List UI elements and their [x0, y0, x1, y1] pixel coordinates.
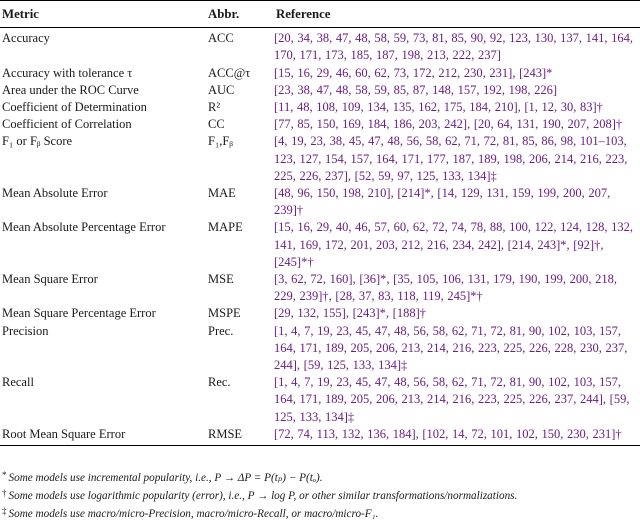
- metric-name: Mean Absolute Error: [2, 186, 108, 201]
- metric-name: Root Mean Square Error: [0, 426, 206, 446]
- reference-cell: [272, 305, 640, 322]
- metric-abbr: AUC: [208, 82, 235, 97]
- metric-abbr: MSPE: [208, 306, 241, 321]
- metric-abbr: Rec.: [208, 375, 231, 390]
- reference-cell: [272, 374, 640, 426]
- metric-abbr: Prec.: [208, 323, 234, 338]
- metric-abbr: MAPE: [208, 220, 243, 235]
- table-row: [0, 374, 640, 426]
- header-metric: Metric: [0, 1, 206, 28]
- citation-list[interactable]: [48, 96, 150, 198, 210], [214]*, [14, 129, 131, 159, 199, 200, 207, 239]†: [274, 186, 611, 218]
- reference-cell: [272, 219, 640, 271]
- reference-cell: [272, 323, 640, 375]
- metric-name: Mean Square Error: [2, 272, 98, 287]
- metric-name: Mean Square Percentage Error: [2, 306, 156, 321]
- metric-abbr: ACC: [208, 31, 234, 46]
- metric-name: Recall: [2, 375, 34, 390]
- citation-list[interactable]: [20, 34, 38, 47, 48, 58, 59, 73, 81, 85, 90, 92, 123, 130, 137, 141, 164, 170, 171, 173, 185, 187, 198, 213, 222, 237]: [274, 31, 634, 63]
- reference-cell: [272, 426, 640, 446]
- metric-abbr: MAE: [208, 186, 236, 201]
- table-row: [0, 219, 640, 271]
- metric-abbr: ACC@τ: [208, 65, 251, 80]
- table-row: [0, 82, 640, 99]
- footnote-text: Some models use logarithmic popularity (error), i.e., P → log P, or other similar transformations/normalizations.: [8, 490, 518, 502]
- metric-abbr: F₁,Fᵦ: [208, 134, 233, 149]
- table-row: [0, 28, 640, 65]
- metric-name: Accuracy with tolerance τ: [2, 65, 133, 80]
- reference-cell: [272, 271, 640, 305]
- citation-list[interactable]: [4, 19, 23, 38, 45, 47, 48, 56, 58, 62, 71, 72, 81, 85, 86, 98, 101–103, 123, 127, 154, 157, 164, 171, 177, 187, 189, 198, 206, 214, 216, 223, 225, 226, 237], [52, 59, 97, 125, 133, 134]‡: [274, 134, 628, 183]
- reference-cell: [272, 133, 640, 185]
- table-row: [0, 133, 640, 185]
- footnote-symbol: *: [2, 470, 7, 480]
- metric-name: Coefficient of Determination: [2, 100, 147, 115]
- metric-abbr: MSE: [208, 272, 234, 287]
- metric-abbr: RMSE: [206, 426, 272, 446]
- table-row: [0, 99, 640, 116]
- metric-abbr: CC: [208, 117, 225, 132]
- citation-list[interactable]: [72, 74, 113, 132, 136, 184], [102, 14, 72, 101, 102, 150, 230, 231]†: [274, 426, 622, 441]
- reference-cell: [272, 65, 640, 82]
- table-row: [0, 305, 640, 322]
- table-body: [0, 28, 640, 446]
- citation-list[interactable]: [23, 38, 47, 48, 58, 59, 85, 87, 148, 157, 192, 198, 226]: [274, 82, 558, 97]
- citation-list[interactable]: [29, 132, 155], [243]*, [188]†: [274, 306, 426, 321]
- reference-cell: [272, 116, 640, 133]
- citation-list[interactable]: [1, 4, 7, 19, 23, 45, 47, 48, 56, 58, 62, 71, 72, 81, 90, 102, 103, 157, 164, 171, 189, 205, 206, 213, 214, 216, 223, 225, 226, 237, 244], [59, 125, 133, 134]‡: [274, 375, 630, 424]
- footnote-symbol: ‡: [2, 506, 7, 516]
- table-row: [0, 426, 640, 446]
- footnote-macro-micro: [2, 504, 638, 522]
- metric-name: F₁ or Fᵦ Score: [2, 134, 73, 149]
- table-header-row: [0, 1, 640, 28]
- metric-name: Area under the ROC Curve: [2, 82, 139, 97]
- footnote-text: Some models use incremental popularity, i.e., P → ΔP = P(tₚ) − P(tₒ).: [8, 472, 323, 484]
- table-footnotes: [2, 468, 638, 522]
- metric-name: Accuracy: [2, 31, 50, 46]
- citation-list[interactable]: [3, 62, 72, 160], [36]*, [35, 105, 106, 131, 179, 190, 199, 200, 218, 229, 239]†, [28, 37, 83, 118, 119, 245]*†: [274, 272, 617, 304]
- table-row: [0, 116, 640, 133]
- citation-list[interactable]: [15, 16, 29, 40, 46, 57, 60, 62, 72, 74, 78, 88, 100, 122, 124, 128, 132, 141, 169, 172, 201, 203, 212, 216, 234, 242], [214, 243]*, [92]†, [245]*†: [274, 220, 634, 269]
- reference-cell: [272, 185, 640, 219]
- footnote-text: Some models use macro/micro-Precision, macro/micro-Recall, or macro/micro-F₁.: [8, 508, 379, 520]
- metric-name: Coefficient of Correlation: [2, 117, 132, 132]
- reference-cell: [272, 99, 640, 116]
- citation-list[interactable]: [15, 16, 29, 46, 60, 62, 73, 172, 212, 230, 231], [243]*: [274, 65, 553, 80]
- header-reference: Reference: [272, 1, 640, 28]
- metric-name: Mean Absolute Percentage Error: [2, 220, 166, 235]
- citation-list[interactable]: [1, 4, 7, 19, 23, 45, 47, 48, 56, 58, 62, 71, 72, 81, 90, 102, 103, 157, 164, 171, 189, 205, 206, 213, 214, 216, 223, 225, 226, 228, 230, 237, 244], [59, 125, 133, 134]‡: [274, 323, 628, 373]
- table-row: [0, 65, 640, 82]
- reference-cell: [272, 28, 640, 65]
- footnote-symbol: †: [2, 488, 7, 498]
- table-row: [0, 323, 640, 375]
- table-row: [0, 271, 640, 305]
- footnote-incremental: [2, 468, 638, 486]
- metric-name: Precision: [2, 323, 49, 338]
- table-row: [0, 185, 640, 219]
- header-abbr: Abbr.: [206, 1, 272, 28]
- citation-list[interactable]: [11, 48, 108, 109, 134, 135, 162, 175, 184, 210], [1, 12, 30, 83]†: [274, 100, 603, 115]
- footnote-logarithmic: [2, 486, 638, 504]
- reference-cell: [272, 82, 640, 99]
- citation-list[interactable]: [77, 85, 150, 169, 184, 186, 203, 242], [20, 64, 131, 190, 207, 208]†: [274, 117, 623, 132]
- metric-abbr: R²: [208, 100, 221, 115]
